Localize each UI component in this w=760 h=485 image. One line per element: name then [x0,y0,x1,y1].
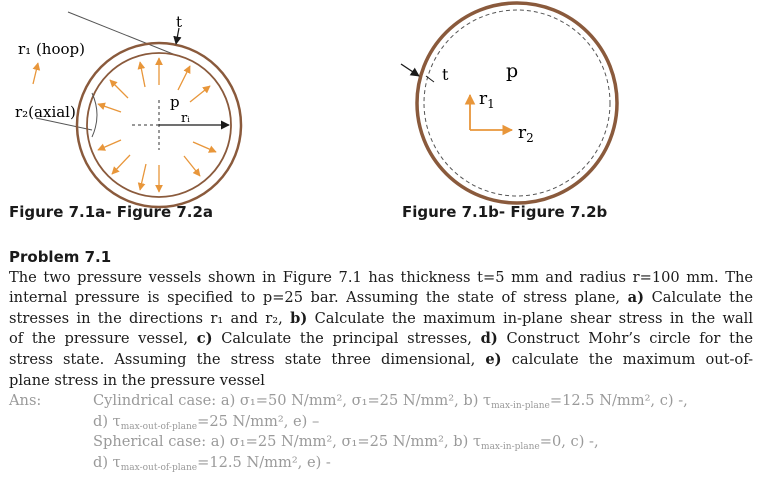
answer-spherical-1: Spherical case: a) σ₁=25 N/mm², σ₁=25 N/mm², b) $\tau_{max-in-plane}=0$, c) -, [93,433,599,453]
answers-block [9,391,753,473]
label-p: p [170,93,180,111]
cylinder-figure [15,12,241,207]
figure-b-caption: Figure 7.1b- Figure 7.2b [402,203,608,221]
hoop-direction-arrow [33,63,38,84]
label-r2-b: $r_2$ [518,123,534,145]
label-t-b: t [442,65,449,84]
problem-line: of the pressure vessel, c) Calculate the principal stresses, d) Construct Mohr’s circle for the [9,330,754,348]
label-p-b: p [506,60,519,82]
problem-line: The two pressure vessels shown in Figure 7.1 has thickness t=5 mm and radius r=100 mm. The [9,268,753,286]
answer-cylindrical-2: d) $\tau_{max-out-of-plane}=25$ N/mm², e) – [93,412,320,432]
answers-label: Ans: [9,392,42,410]
problem-text [9,247,753,474]
sphere-inner-wall [424,10,610,196]
label-r2-axial: r₂(axial) [15,103,76,121]
figure-a-caption: Figure 7.1a- Figure 7.2a [9,203,214,221]
problem-title: Problem 7.1 [9,248,112,266]
label-ri: rᵢ [181,111,190,126]
answer-spherical-2: d) $\tau_{max-out-of-plane}=12.5$ N/mm², e) - [93,453,331,473]
answer-cylindrical-1: Cylindrical case: a) σ₁=50 N/mm², σ₁=25 N/mm², b) $\tau_{max-in-plane}=12.5$ N/mm², c) -, [93,392,688,412]
label-r1-b: $r_1$ [479,89,495,111]
problem-line: stresses in the directions r₁ and r₂, b) Calculate the maximum in-plane shear stress in the wall [9,309,754,327]
label-r1-hoop: r₁ (hoop) [18,40,85,58]
problem-line: stress state. Assuming the stress state three dimensional, e) calculate the maximum out-of- [9,350,754,368]
problem-line: internal pressure is specified to p=25 bar. Assuming the state of stress plane, a) Calculate the [9,289,754,307]
sphere-figure [401,3,617,203]
label-t: t [176,13,183,31]
sphere-outer-wall [417,3,617,203]
thickness-arrow-b [401,64,419,76]
problem-line: plane stress in the pressure vessel [9,371,265,389]
